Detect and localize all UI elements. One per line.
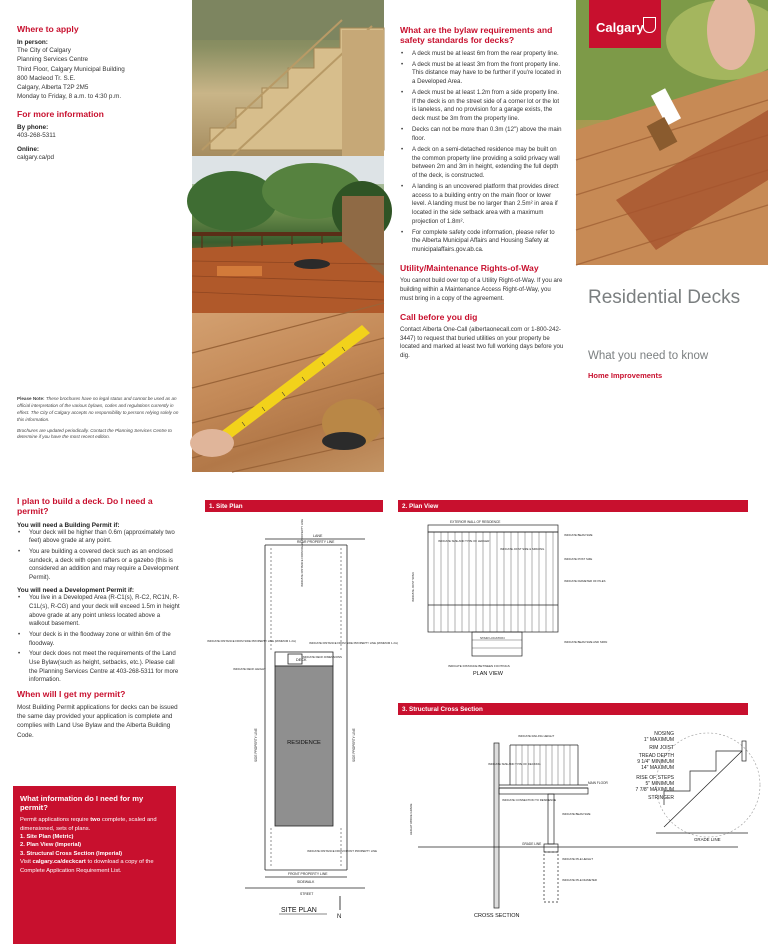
- stair-grade-label: GRADE LINE: [694, 837, 721, 842]
- footing-distance-label: INDICATE DISTANCE BETWEEN FOOTINGS: [448, 664, 510, 668]
- cover-subtitle: What you need to know: [588, 350, 709, 362]
- cross-section-label: CROSS SECTION: [474, 913, 520, 919]
- cross-note: HEIGHT ABOVE GRADE: [409, 803, 413, 835]
- front-line-label: FRONT PROPERTY LINE: [288, 872, 328, 876]
- cross-note: INDICATE RAILING HEIGHT: [518, 734, 555, 738]
- when-heading: When will I get my permit?: [17, 688, 126, 699]
- list-item: • You live in a Developed Area (R-C1(s), R-C2, RC1N, R-C1L(s), R-CG) and your deck will exceed 1.5m in height above grade at any point unless located above a walkout basement.: [17, 594, 182, 629]
- note-text: These brochures have no legal status and cannot be used as an official interpretation of the various bylaws, codes and regulations currently in effect. The City of Calgary accepts no responsibility to persons relying solely on this information.: [17, 396, 179, 422]
- cover-title: Residential Decks: [588, 287, 741, 308]
- cover-category: Home Improvements: [588, 371, 663, 380]
- site-note: INDICATE DISTANCE FROM REAR PROPERTY LINE: [300, 518, 304, 587]
- visit-pre: Visit: [20, 859, 33, 866]
- more-info-heading: For more information: [17, 109, 104, 120]
- exterior-wall-label: EXTERIOR WALL OF RESIDENCE: [450, 520, 501, 524]
- intro-text: complete, scaled and dimensioned, sets of plans.: [20, 817, 157, 832]
- site-note: INDICATE DECK DIMENSIONS: [302, 655, 342, 659]
- tread-max-spec: 14" MAXIMUM: [641, 765, 674, 771]
- where-to-apply-heading: Where to apply: [17, 24, 79, 34]
- crest-icon: [643, 17, 656, 33]
- address-line: 800 Macleod Tr. S.E.: [17, 74, 76, 82]
- info-box-heading: What information do I need for my permit?: [20, 794, 144, 813]
- list-item: • A deck on a semi-detached residence may be built on the common property line providing a solid privacy wall between 2m and 3m in height, extending the full depth of the deck, is constructed.: [400, 146, 564, 181]
- sidewalk-label: SIDEWALK: [297, 880, 315, 884]
- plan-view-drawing: [398, 500, 748, 675]
- stair-location-label: STAIR LOCATION: [480, 636, 505, 640]
- plan-view-svg: [398, 512, 748, 675]
- plan-requirement: 2. Plan View (Imperial): [20, 842, 82, 849]
- permit-info-box: [13, 786, 176, 944]
- street-label: STREET: [300, 892, 314, 896]
- development-permit-list: [17, 594, 182, 684]
- site-plan-drawing: [205, 500, 399, 920]
- patio-deck-photo: [192, 156, 384, 313]
- website-link[interactable]: calgary.ca/pd: [17, 153, 54, 161]
- plan-note: INDICATE BEAM SIZE AND SPAN: [564, 640, 608, 644]
- site-note: INDICATE DISTANCE FROM FRONT PROPERTY LINE: [307, 849, 377, 853]
- plan-view-label: PLAN VIEW: [473, 671, 503, 677]
- cross-note: INDICATE SIZE AND TYPE OF DECKING: [488, 762, 541, 766]
- bylaw-heading: What are the bylaw requirements and safety standards for decks?: [400, 25, 553, 46]
- site-plan-header: 1. Site Plan: [205, 500, 383, 512]
- phone-number[interactable]: 403-268-5311: [17, 132, 56, 140]
- edition-note: Brochures are updated periodically. Contact the Planning Services Centre to determine if you have the most recent edition.: [17, 427, 172, 440]
- list-item: • A deck must be at least 3m from the front property line. This distance may have to be further if you're located in a Developed Area.: [400, 61, 564, 87]
- side-line-label: SIDE PROPERTY LINE: [254, 728, 258, 762]
- site-note: INDICATE DISTANCE FROM SIDE PROPERTY LINE (MINIMUM 1.2m): [309, 641, 399, 645]
- residence-label: RESIDENCE: [287, 740, 321, 746]
- address-line: Planning Services Centre: [17, 56, 89, 64]
- utility-text: You cannot build over top of a Utility Right-of-Way. If you are building within a Maintenance Access Right-of-Way, you must bring in a copy of the agreement.: [400, 277, 563, 302]
- plan-note: INDICATE DIAMETER OF PILES: [564, 579, 606, 583]
- side-line-label: SIDE PROPERTY LINE: [352, 728, 356, 762]
- calgary-logo: [589, 0, 661, 48]
- stairs-photo: [192, 0, 384, 156]
- when-text: Most Building Permit applications for decks can be issued the same day provided your application is complete and complies with Land Use Bylaw and the Alberta Building Code.: [17, 704, 178, 739]
- list-item: • For complete safety code information, please refer to the Alberta Municipal Affairs and Housing Safety at municipalaffairs.gov.ab.ca.: [400, 229, 564, 255]
- measuring-illustration: [192, 313, 384, 472]
- nosing-label: NOSING: [654, 731, 674, 737]
- permit-heading: I plan to build a deck. Do I need a permit?: [17, 496, 153, 517]
- building-permit-label: You will need a Building Permit if:: [17, 521, 120, 529]
- rise-min-spec: 5" MINIMUM: [645, 781, 674, 787]
- bylaw-panel: [384, 0, 576, 472]
- utility-heading: Utility/Maintenance Rights-of-Way: [400, 262, 539, 273]
- visit-post: to download a copy of the Complete Application Requirement List.: [20, 859, 154, 874]
- intro-emphasis: two: [90, 817, 101, 824]
- list-item: • A landing is an uncovered platform that provides direct access to a building entry on the main floor or lower level. A landing must be no larger than 2.5m² in area if located in the side setback area with a maximum projection of 1.8m².: [400, 183, 564, 226]
- site-plan-svg: [205, 512, 399, 920]
- list-item: • Decks can not be more than 0.3m (12") above the main floor.: [400, 126, 564, 143]
- disclaimer: [17, 396, 182, 445]
- list-item: • A deck must be at least 6m from the rear property line.: [400, 50, 564, 59]
- list-item: • You are building a covered deck such as an enclosed sundeck, a deck with open rafters or a gazebo (this is considered an addition and may require a Development Permit).: [17, 548, 182, 583]
- plan-note: INDICATE POST SIZE: [564, 557, 593, 561]
- north-arrow-label: N: [337, 914, 342, 920]
- stringer-label: STRINGER: [648, 795, 674, 801]
- brand-name: Calgary: [596, 20, 644, 35]
- measuring-tape-photo: [192, 313, 384, 472]
- site-note: INDICATE DECK HEIGHT: [233, 667, 266, 671]
- dig-text: Contact Alberta One-Call (albertaonecall.com or 1-800-242-3447) to request that buried utilities on your property be located and marked at least two full working days before you dig.: [400, 325, 564, 360]
- info-box-intro: [20, 816, 168, 833]
- cross-note: INDICATE CONNECTION TO RESIDENCE: [502, 798, 557, 802]
- site-plan-label: SITE PLAN: [281, 907, 317, 914]
- cover-panel: [576, 0, 768, 472]
- plan-requirement: 1. Site Plan (Metric): [20, 834, 74, 840]
- rear-line-label: REAR PROPERTY LINE: [297, 540, 335, 544]
- office-hours: Monday to Friday, 8 a.m. to 4:30 p.m.: [17, 92, 122, 100]
- building-permit-list: [17, 529, 182, 583]
- list-item: • Your deck does not meet the requirements of the Land Use Bylaw(such as height, setbacks, etc.). Please call the Planning Services Centre at 403-268-5311 for more information.: [17, 650, 182, 685]
- cross-section-header: 3. Structural Cross Section: [398, 703, 748, 715]
- main-floor-label: MAIN FLOOR: [588, 781, 608, 785]
- list-item: • Your deck will be higher than 0.6m (approximately two feet) above grade at any point.: [17, 529, 182, 546]
- cross-section-svg: [398, 715, 748, 920]
- office-address: [17, 46, 182, 101]
- cross-section-drawing: [398, 703, 748, 920]
- deckcart-link[interactable]: calgary.ca/deckcart: [32, 859, 86, 866]
- nosing-spec: 1" MAXIMUM: [643, 737, 674, 743]
- bylaw-list: [400, 50, 564, 255]
- plan-requirement: 3. Structural Cross Section (Imperial): [20, 850, 123, 857]
- patio-illustration: [192, 156, 384, 313]
- online-label: Online:: [17, 145, 40, 153]
- rise-label: RISE OF STEPS: [636, 775, 674, 781]
- dig-heading: Call before you dig: [400, 311, 478, 322]
- development-permit-label: You will need a Development Permit if:: [17, 587, 135, 595]
- cross-note: INDICATE PILE DIAMETER: [562, 878, 597, 882]
- address-line: The City of Calgary: [17, 47, 71, 55]
- stairs-illustration: [192, 0, 384, 156]
- cross-note: INDICATE PILE HEIGHT: [562, 857, 594, 861]
- deck-label: DECK: [296, 658, 307, 662]
- rim-joist-label: RIM JOIST: [649, 745, 674, 751]
- list-item: • A deck must be at least 1.2m from a side property line. If the deck is on the street side of a corner lot or the lot is laneless, and no provision for a garage exists, the deck must be 3m from the property line.: [400, 89, 564, 124]
- lane-label: LANE: [313, 534, 323, 538]
- plan-view-header: 2. Plan View: [398, 500, 748, 512]
- address-line: Calgary, Alberta T2P 2M5: [17, 83, 89, 91]
- list-item: • Your deck is in the floodway zone or within 6m of the floodway.: [17, 631, 182, 648]
- plan-note: INDICATE SIZE AND TYPE OF LEDGER: [438, 539, 490, 543]
- plan-note: INDICATE BEAM SIZE: [564, 533, 593, 537]
- address-line: Third Floor, Calgary Municipal Building: [17, 65, 125, 73]
- site-note: INDICATE DISTANCE FROM SIDE PROPERTY LINE (MINIMUM 1.2m): [207, 639, 297, 643]
- cross-note: INDICATE BEAM SIZE: [562, 812, 591, 816]
- visit-text: [20, 858, 168, 875]
- intro-text: Permit applications require: [20, 817, 91, 824]
- phone-label: By phone:: [17, 124, 49, 132]
- tread-min-spec: 9 1/4" MINIMUM: [637, 759, 674, 765]
- grade-line-label: GRADE LINE: [522, 842, 542, 846]
- note-label: Please Note:: [17, 396, 45, 401]
- in-person-label: In person:: [17, 39, 48, 47]
- plan-note: INDICATE JOIST SIZE & SPACING: [500, 547, 545, 551]
- plan-note: INDICATE JOIST SPAN: [411, 572, 415, 602]
- rise-max-spec: 7 7/8" MAXIMUM: [635, 787, 674, 793]
- tread-depth-label: TREAD DEPTH: [638, 753, 674, 759]
